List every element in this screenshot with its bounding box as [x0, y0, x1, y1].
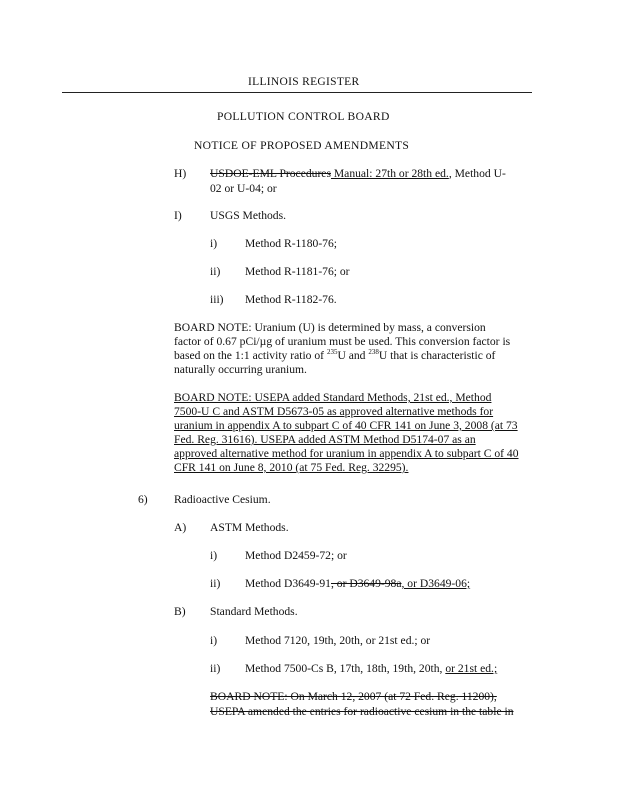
- item-a-sub2-text-a: Method D3649-91: [245, 577, 331, 590]
- item-h-line1: [210, 167, 506, 180]
- item-i-sub2-label: ii): [210, 265, 221, 278]
- item-a-sub1-label: i): [210, 549, 218, 562]
- item-h-label: H): [174, 167, 187, 180]
- board-title: POLLUTION CONTROL BOARD: [217, 110, 390, 123]
- note3-line1: BOARD NOTE: On March 12, 2007 (at 72 Fed. Reg. 11200),: [210, 690, 497, 703]
- item-i-text: USGS Methods.: [210, 209, 287, 222]
- item-b-label: B): [174, 605, 186, 618]
- item-a-sub2-struck: , or D3649-98a: [330, 577, 402, 590]
- item-b-sub2-under: or 21st ed.;: [445, 662, 498, 675]
- item-a-sub2-under: , or D3649-06;: [401, 577, 471, 590]
- note1-line3-c: U that is characteristic of: [378, 349, 496, 362]
- note1-sup-235: 235: [326, 348, 338, 357]
- item-a-sub2-label: ii): [210, 577, 221, 590]
- item-h-line2: 02 or U-04; or: [210, 182, 277, 195]
- item-i-sub2-text: Method R-1181-76; or: [245, 265, 350, 278]
- register-title: ILLINOIS REGISTER: [248, 76, 360, 88]
- note1-line1: BOARD NOTE: Uranium (U) is determined by mass, a conversion: [174, 321, 486, 334]
- note2-line4: Fed. Reg. 31616). USEPA added ASTM Method D5174-07 as an: [174, 433, 476, 446]
- item-b-sub2-text: [245, 662, 497, 675]
- item-h-rest: , Method U-: [448, 167, 506, 180]
- note2-line3: uranium in appendix A to subpart C of 40 CFR 141 on June 3, 2008 (at 73: [174, 419, 518, 432]
- note3-line2: USEPA amended the entries for radioactive cesium in the table in: [210, 705, 514, 718]
- note1-sup-238: 238: [368, 348, 379, 357]
- item-b-sub1-text: Method 7120, 19th, 20th, or 21st ed.; or: [245, 634, 431, 647]
- note1-line2: factor of 0.67 pCi/µg of uranium must be used. This conversion factor is: [174, 335, 511, 348]
- item-i-sub3-text: Method R-1182-76.: [245, 293, 337, 306]
- item-i-sub1-label: i): [210, 237, 218, 250]
- item-a-sub1-text: Method D2459-72; or: [245, 549, 347, 562]
- item-a-sub2-text: [245, 577, 470, 590]
- note2-line6: CFR 141 on June 8, 2010 (at 75 Fed. Reg. 32295).: [174, 461, 409, 474]
- item-b-sub2-text-a: Method 7500-Cs B, 17th, 18th, 19th, 20th,: [245, 662, 446, 675]
- item-h-struck: USDOE-EML Procedures: [210, 167, 331, 180]
- item-i-sub1-text: Method R-1180-76;: [245, 237, 337, 250]
- notice-title: NOTICE OF PROPOSED AMENDMENTS: [194, 139, 410, 152]
- note2-line1: BOARD NOTE: USEPA added Standard Methods, 21st ed., Method: [174, 391, 492, 404]
- note1-line4: naturally occurring uranium.: [174, 363, 307, 376]
- item-6-label: 6): [138, 493, 148, 506]
- note1-line3-a: based on the 1:1 activity ratio of: [174, 349, 327, 362]
- item-a-text: ASTM Methods.: [210, 521, 289, 534]
- item-h-manual: Manual: 27th or 28th ed.: [330, 167, 449, 180]
- item-6-text: Radioactive Cesium.: [174, 493, 271, 506]
- note1-line3: [174, 349, 495, 362]
- item-i-sub3-label: iii): [210, 293, 224, 306]
- note2-line2: 7500-U C and ASTM D5673-05 as approved alternative methods for: [174, 405, 494, 418]
- item-i-label: I): [174, 209, 182, 222]
- note2-line5: approved alternative method for uranium in appendix A to subpart C of 40: [174, 447, 519, 460]
- item-b-sub2-label: ii): [210, 662, 221, 675]
- note1-line3-b: U and: [337, 349, 369, 362]
- header-rule: [62, 92, 532, 93]
- item-b-text: Standard Methods.: [210, 605, 298, 618]
- item-a-label: A): [174, 521, 187, 534]
- item-b-sub1-label: i): [210, 634, 218, 647]
